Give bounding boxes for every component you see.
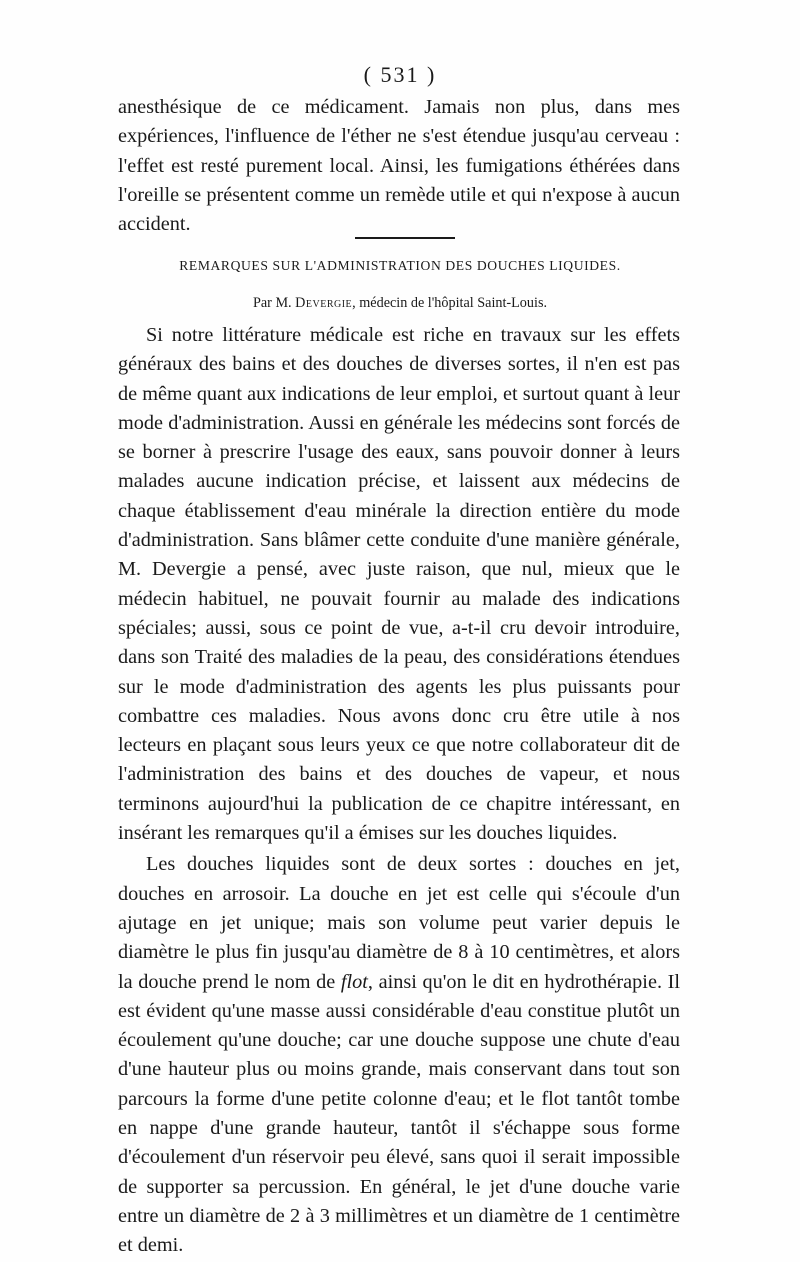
continued-paragraph-block: [118, 93, 680, 239]
body-paragraph-2-part-1: Les douches liquides sont de deux sortes : douches en jet, douches en arrosoir. La douche en jet est celle qui s'écoule d'un ajutage en jet unique; mais son volume peut varier depuis le diamètre le plus fin jusqu'au diamètre de 8 à 10 centimètres, et alors la douche prend le nom de: [118, 853, 680, 993]
body-paragraph-1: Si notre littérature médicale est riche en travaux sur les effets généraux des bains et des douches de diverses sortes, il n'en est pas de même quant aux indications de leur emploi, et surtout quant à leur mode d'administration. Aussi en générale les médecins sont forcés de se borner à prescrire l'usage des eaux, sans pouvoir donner à leurs malades aucune indication précise, et laissent aux médecins de chaque établissement d'eau minérale la direction entière du mode d'administration. Sans blâmer cette conduite d'une manière générale, M. Devergie a pensé, avec juste raison, que nul, mieux que le médecin habituel, ne pouvait fournir au malade des indications spéciales; aussi, sous ce point de vue, a-t-il cru devoir introduire, dans son Traité des maladies de la peau, des considérations étendues sur le mode d'administration des agents les plus puissants pour combattre ces maladies. Nous avons donc cru être utile à nos lecteurs en plaçant sous leurs yeux ce que notre collaborateur dit de l'administration des bains et des douches de vapeur, et nous terminons aujourd'hui la publication de ce chapitre intéressant, en insérant les remarques qu'il a émises sur les douches liquides.: [118, 324, 680, 845]
byline-prefix: Par M.: [252, 295, 296, 311]
article-body: [118, 321, 680, 1261]
italic-term-flot: flot: [340, 970, 368, 993]
byline-affiliation: , médecin de l'hôpital Saint-Louis.: [352, 295, 548, 311]
section-title: REMARQUES SUR L'ADMINISTRATION DES DOUCHES LIQUIDES.: [179, 258, 621, 273]
body-paragraph-2: [118, 850, 680, 1260]
continued-paragraph: anesthésique de ce médicament. Jamais non plus, dans mes expériences, l'influence de l'éther ne s'est étendue jusqu'au cerveau : l'effet est resté purement local. Ainsi, les fumigations éthérées dans l'oreille se présentent comme un remède utile et qui n'expose à aucun accident.: [118, 96, 680, 236]
page-number: ( 531 ): [363, 62, 437, 87]
byline: [0, 295, 800, 312]
byline-author-name: Devergie: [295, 295, 353, 311]
body-paragraph-2-part-2: , ainsi qu'on le dit en hydrothérapie. Il est évident qu'une masse aussi considérable d'eau constitue plutôt un écoulement qu'une douche; car une douche suppose une chute d'eau d'une hauteur plus ou moins grande, mais conservant dans tout son parcours la forme d'une petite colonne d'eau; et le flot tantôt tombe en nappe d'une grande hauteur, tantôt il s'échappe sous forme d'écoulement d'un réservoir peu élevé, sans quoi il serait impossible de supporter sa percussion. En général, le jet d'une douche varie entre un diamètre de 2 à 3 millimètres et un diamètre de 1 centimètre et demi.: [118, 970, 681, 1257]
section-divider: [355, 237, 455, 239]
